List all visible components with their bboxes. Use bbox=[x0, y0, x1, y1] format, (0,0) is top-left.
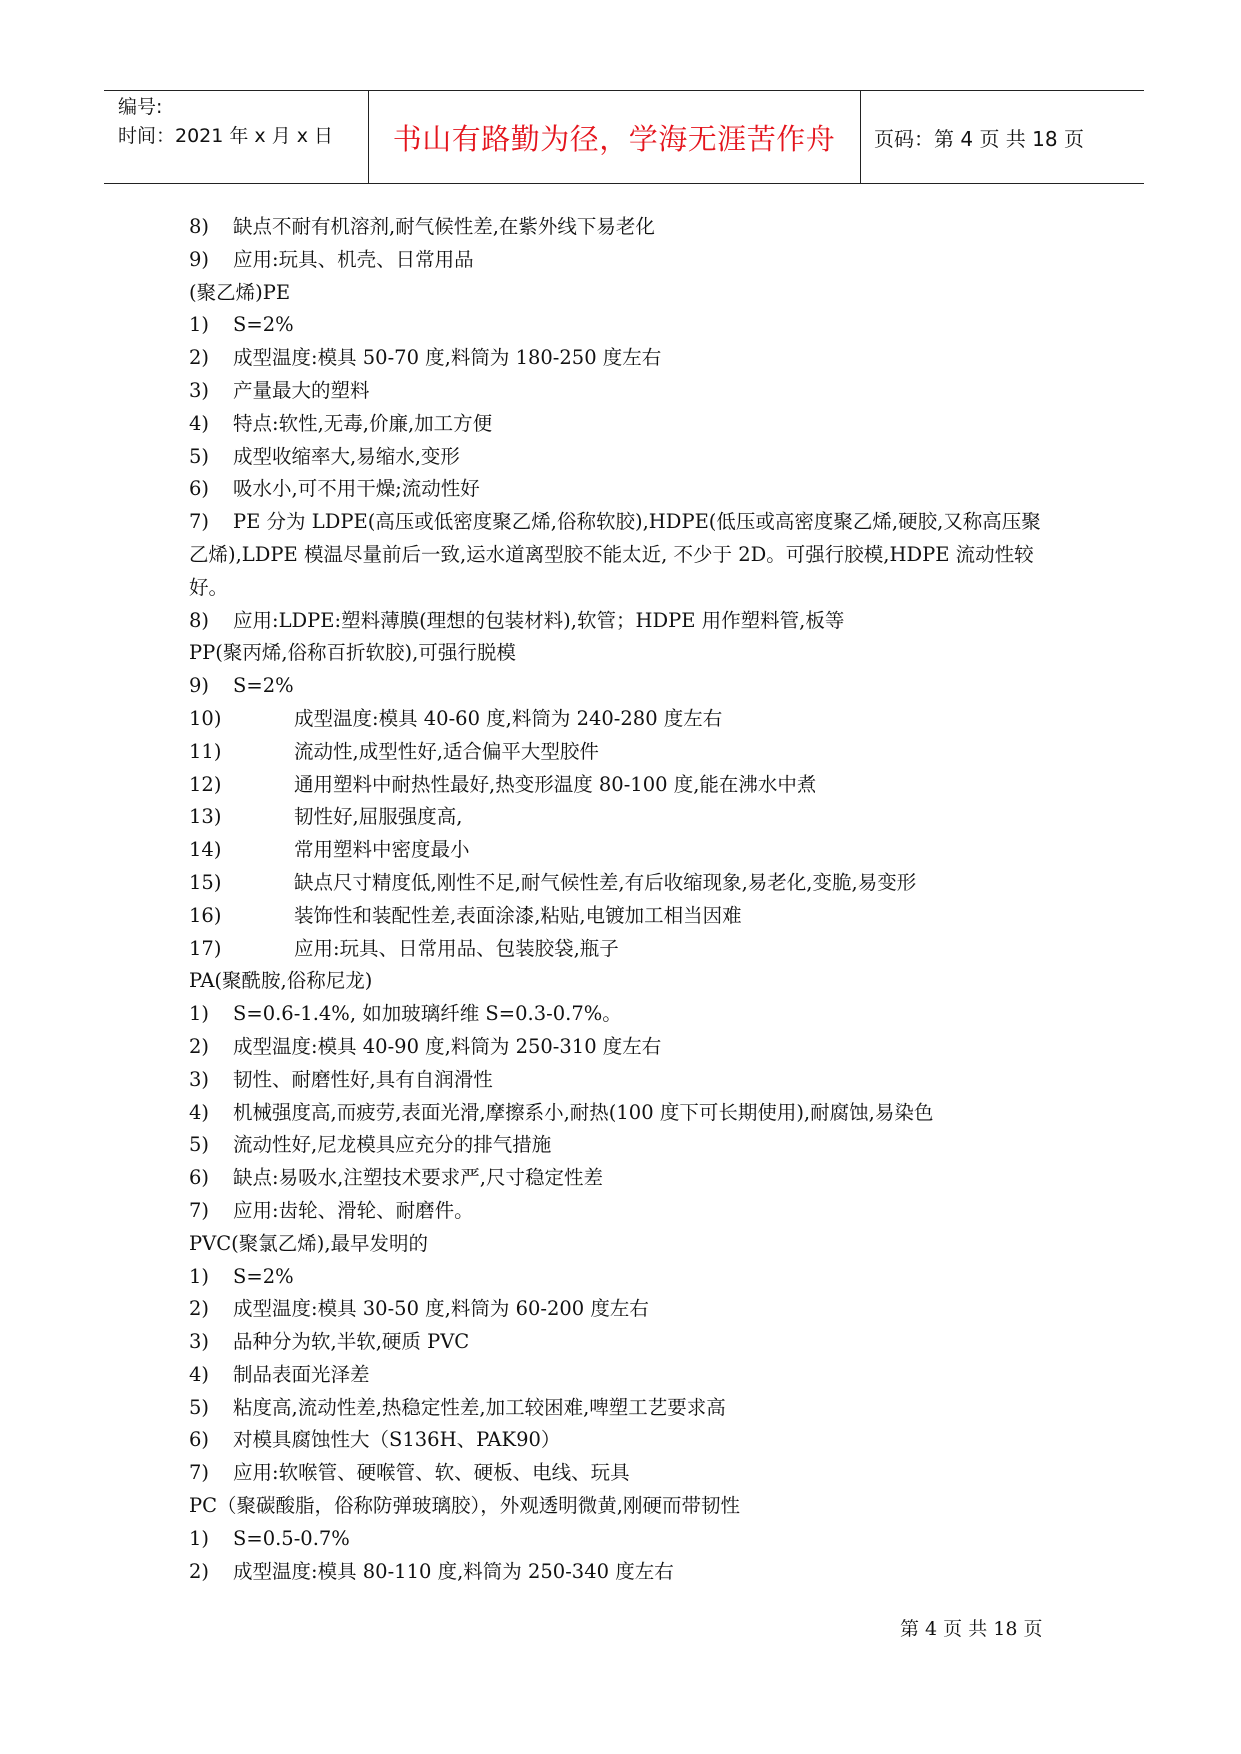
item-number: 4) bbox=[189, 411, 210, 435]
item-number: 10) bbox=[189, 706, 222, 730]
list-item bbox=[189, 309, 1069, 342]
list-item bbox=[189, 900, 1069, 933]
list-item bbox=[189, 1129, 1069, 1162]
list-item bbox=[189, 1326, 1069, 1359]
item-text: S=2% bbox=[233, 674, 294, 698]
time-label: 时间：2021 年 x 月 x 日 bbox=[118, 125, 334, 147]
item-number: 2) bbox=[189, 346, 210, 370]
item-number: 8) bbox=[189, 608, 210, 632]
list-item bbox=[189, 1195, 1069, 1228]
page-footer: 第 4 页 共 18 页 bbox=[900, 1618, 1043, 1640]
list-item bbox=[189, 1293, 1069, 1326]
item-text: S=0.5-0.7% bbox=[233, 1526, 350, 1550]
number-label: 编号: bbox=[118, 96, 163, 118]
list-item bbox=[189, 1523, 1069, 1556]
list-item bbox=[189, 1261, 1069, 1294]
item-number: 6) bbox=[189, 477, 210, 501]
item-number: 2) bbox=[189, 1034, 210, 1058]
item-number: 7) bbox=[189, 1461, 210, 1485]
list-item bbox=[189, 801, 1069, 834]
list-item bbox=[189, 1392, 1069, 1425]
item-text: 机械强度高,而疲劳,表面光滑,摩擦系小,耐热(100 度下可长期使用),耐腐蚀,易染色 bbox=[233, 1100, 934, 1124]
list-item bbox=[189, 211, 1069, 244]
item-text: 成型温度:模具 50-70 度,料筒为 180-250 度左右 bbox=[233, 346, 662, 370]
list-item bbox=[189, 998, 1069, 1031]
page-header bbox=[104, 90, 1144, 184]
item-number: 13) bbox=[189, 805, 222, 829]
item-number: 2) bbox=[189, 1297, 210, 1321]
list-item bbox=[189, 1031, 1069, 1064]
item-text: 应用:玩具、日常用品、包装胶袋,瓶子 bbox=[294, 936, 619, 960]
item-text: 缺点尺寸精度低,刚性不足,耐气候性差,有后收缩现象,易老化,变脆,易变形 bbox=[294, 870, 917, 894]
item-text: PVC(聚氯乙烯),最早发明的 bbox=[189, 1231, 429, 1255]
header-left bbox=[118, 93, 333, 151]
item-text: PP(聚丙烯,俗称百折软胶),可强行脱模 bbox=[189, 641, 516, 665]
item-number: 1) bbox=[189, 1526, 210, 1550]
section-heading bbox=[189, 277, 1069, 310]
item-number: 1) bbox=[189, 1002, 210, 1026]
section-heading bbox=[189, 965, 1069, 998]
header-divider bbox=[860, 91, 861, 183]
item-text: 品种分为软,半软,硬质 PVC bbox=[233, 1330, 470, 1354]
list-item bbox=[189, 605, 1069, 638]
list-item bbox=[189, 769, 1069, 802]
item-number: 1) bbox=[189, 1264, 210, 1288]
item-number: 2) bbox=[189, 1559, 210, 1583]
document-body bbox=[189, 211, 1069, 1588]
item-text: 制品表面光泽差 bbox=[233, 1362, 370, 1386]
section-heading bbox=[189, 637, 1069, 670]
item-number: 7) bbox=[189, 1198, 210, 1222]
list-item bbox=[189, 1097, 1069, 1130]
item-number: 3) bbox=[189, 1067, 210, 1091]
item-number: 5) bbox=[189, 1133, 210, 1157]
list-item bbox=[189, 244, 1069, 277]
item-text: 产量最大的塑料 bbox=[233, 378, 370, 402]
list-item bbox=[189, 736, 1069, 769]
item-number: 17) bbox=[189, 936, 222, 960]
list-item bbox=[189, 703, 1069, 736]
list-item bbox=[189, 441, 1069, 474]
list-item-paragraph bbox=[189, 506, 1059, 604]
item-text: S=2% bbox=[233, 313, 294, 337]
item-number: 5) bbox=[189, 444, 210, 468]
item-text: 韧性好,屈服强度高, bbox=[294, 805, 463, 829]
item-text: 成型收缩率大,易缩水,变形 bbox=[233, 444, 460, 468]
item-text: 对模具腐蚀性大（S136H、PAK90） bbox=[233, 1428, 561, 1452]
item-number: 1) bbox=[189, 313, 210, 337]
item-text: 流动性好,尼龙模具应充分的排气措施 bbox=[233, 1133, 552, 1157]
item-text: 成型温度:模具 40-90 度,料筒为 250-310 度左右 bbox=[233, 1034, 662, 1058]
list-item bbox=[189, 408, 1069, 441]
item-number: 5) bbox=[189, 1395, 210, 1419]
list-item bbox=[189, 1556, 1069, 1589]
item-number: 6) bbox=[189, 1166, 210, 1190]
list-item bbox=[189, 670, 1069, 703]
list-item bbox=[189, 375, 1069, 408]
item-number: 16) bbox=[189, 903, 222, 927]
item-number: 14) bbox=[189, 838, 222, 862]
list-item bbox=[189, 933, 1069, 966]
item-text: 缺点:易吸水,注塑技术要求严,尺寸稳定性差 bbox=[233, 1166, 603, 1190]
item-number: 4) bbox=[189, 1362, 210, 1386]
list-item bbox=[189, 867, 1069, 900]
item-number: 7) bbox=[189, 510, 210, 534]
list-item bbox=[189, 1457, 1069, 1490]
list-item bbox=[189, 834, 1069, 867]
item-text: 特点:软性,无毒,价廉,加工方便 bbox=[233, 411, 493, 435]
item-text: S=0.6-1.4%, 如加玻璃纤维 S=0.3-0.7%。 bbox=[233, 1002, 622, 1026]
item-text: (聚乙烯)PE bbox=[189, 280, 291, 304]
list-item bbox=[189, 1424, 1069, 1457]
list-item bbox=[189, 1162, 1069, 1195]
item-number: 3) bbox=[189, 378, 210, 402]
header-motto: 书山有路勤为径，学海无涯苦作舟 bbox=[392, 121, 836, 156]
item-number: 6) bbox=[189, 1428, 210, 1452]
list-item bbox=[189, 1359, 1069, 1392]
item-text: 缺点不耐有机溶剂,耐气候性差,在紫外线下易老化 bbox=[233, 215, 655, 238]
item-number: 11) bbox=[189, 739, 222, 763]
item-number: 8) bbox=[189, 215, 210, 238]
item-text: 粘度高,流动性差,热稳定性差,加工较困难,啤塑工艺要求高 bbox=[233, 1395, 726, 1419]
item-text: 常用塑料中密度最小 bbox=[294, 838, 470, 862]
header-page-code: 页码：第 4 页 共 18 页 bbox=[874, 126, 1084, 151]
item-text: 装饰性和装配性差,表面涂漆,粘贴,电镀加工相当因难 bbox=[294, 903, 742, 927]
item-number: 4) bbox=[189, 1100, 210, 1124]
item-text: 吸水小,可不用干燥;流动性好 bbox=[233, 477, 480, 501]
list-item bbox=[189, 473, 1069, 506]
item-text: PC（聚碳酸脂，俗称防弹玻璃胶），外观透明微黄,刚硬而带韧性 bbox=[189, 1494, 740, 1518]
item-text: 应用:软喉管、硬喉管、软、硬板、电线、玩具 bbox=[233, 1461, 630, 1485]
item-number: 9) bbox=[189, 674, 210, 698]
list-item bbox=[189, 342, 1069, 375]
item-text: 成型温度:模具 80-110 度,料筒为 250-340 度左右 bbox=[233, 1559, 674, 1583]
item-number: 9) bbox=[189, 247, 210, 271]
item-text: 应用:LDPE:塑料薄膜(理想的包装材料),软管；HDPE 用作塑料管,板等 bbox=[233, 608, 845, 632]
item-number: 12) bbox=[189, 772, 222, 796]
item-text: 应用:玩具、机壳、日常用品 bbox=[233, 247, 474, 271]
item-text: 流动性,成型性好,适合偏平大型胶件 bbox=[294, 739, 599, 763]
item-text: 成型温度:模具 40-60 度,料筒为 240-280 度左右 bbox=[294, 706, 723, 730]
item-text: PA(聚酰胺,俗称尼龙) bbox=[189, 969, 373, 993]
item-text: 韧性、耐磨性好,具有自润滑性 bbox=[233, 1067, 493, 1091]
section-heading bbox=[189, 1490, 1069, 1523]
item-text: S=2% bbox=[233, 1264, 294, 1288]
item-number: 15) bbox=[189, 870, 222, 894]
item-number: 3) bbox=[189, 1330, 210, 1354]
item-text: 通用塑料中耐热性最好,热变形温度 80-100 度,能在沸水中煮 bbox=[294, 772, 817, 796]
section-heading bbox=[189, 1228, 1069, 1261]
item-text: 成型温度:模具 30-50 度,料筒为 60-200 度左右 bbox=[233, 1297, 649, 1321]
list-item bbox=[189, 1064, 1069, 1097]
item-text: PE 分为 LDPE(高压或低密度聚乙烯,俗称软胶),HDPE(低压或高密度聚乙烯,硬胶,又称高压聚乙烯),LDPE 模温尽量前后一致,运水道离型胶不能太近, 不少于 2D。可强行胶模,HDPE 流动性较好。 bbox=[189, 510, 1041, 599]
item-text: 应用:齿轮、滑轮、耐磨件。 bbox=[233, 1198, 474, 1222]
